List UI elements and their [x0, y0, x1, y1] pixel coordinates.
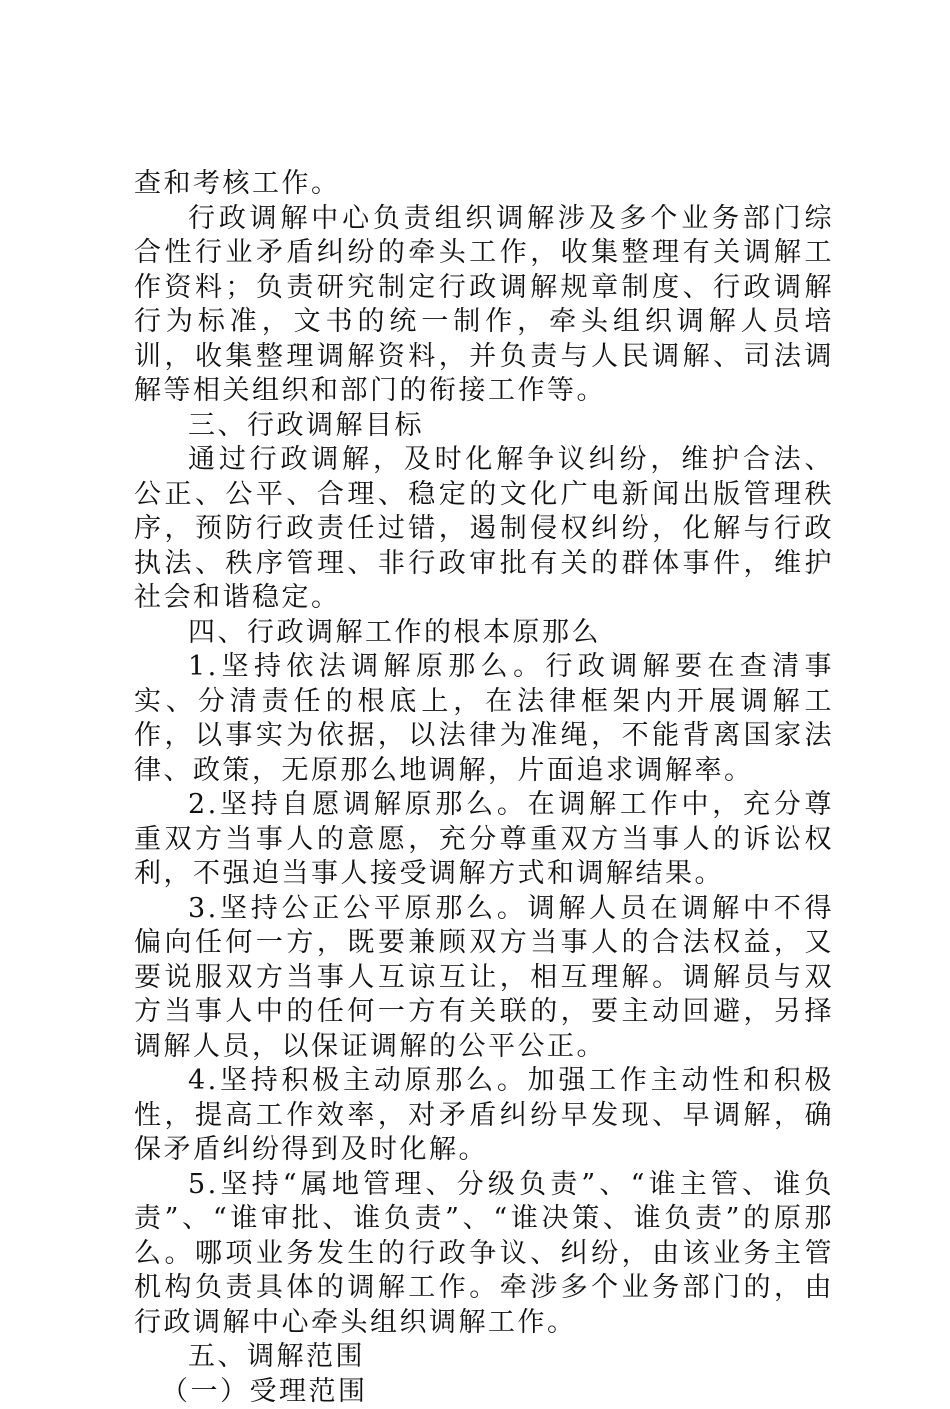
principle-item-4: 4.坚持积极主动原那么。加强工作主动性和积极性，提高工作效率，对矛盾纠纷早发现、早调解，确保矛盾纠纷得到及时化解。 [134, 1064, 834, 1168]
paragraph-continuation: 查和考核工作。 [134, 167, 834, 202]
subsection-heading-1: （一）受理范围 [134, 1375, 834, 1409]
section-heading-4: 四、行政调解工作的根本原那么 [134, 616, 834, 651]
section-heading-3: 三、行政调解目标 [134, 409, 834, 444]
document-body [134, 167, 834, 1409]
principle-item-3: 3.坚持公正公平原那么。调解人员在调解中不得偏向任何一方，既要兼顾双方当事人的合法权益，又要说服双方当事人互谅互让，相互理解。调解员与双方当事人中的任何一方有关联的，要主动回避，另择调解人员，以保证调解的公平公正。 [134, 892, 834, 1065]
principle-item-2: 2.坚持自愿调解原那么。在调解工作中，充分尊重双方当事人的意愿，充分尊重双方当事人的诉讼权利，不强迫当事人接受调解方式和调解结果。 [134, 788, 834, 892]
principle-item-1: 1.坚持依法调解原那么。行政调解要在查清事实、分清责任的根底上，在法律框架内开展调解工作，以事实为依据，以法律为准绳，不能背离国家法律、政策，无原那么地调解，片面追求调解率。 [134, 650, 834, 788]
principle-item-5: 5.坚持“属地管理、分级负责”、“谁主管、谁负责”、“谁审批、谁负责”、“谁决策、谁负责”的原那么。哪项业务发生的行政争议、纠纷，由该业务主管机构负责具体的调解工作。牵涉多个业务部门的，由行政调解中心牵头组织调解工作。 [134, 1168, 834, 1341]
paragraph-goals: 通过行政调解，及时化解争议纠纷，维护合法、公正、公平、合理、稳定的文化广电新闻出版管理秩序，预防行政责任过错，遏制侵权纠纷，化解与行政执法、秩序管理、非行政审批有关的群体事件，维护社会和谐稳定。 [134, 443, 834, 616]
section-heading-5: 五、调解范围 [134, 1340, 834, 1375]
paragraph-center-duties: 行政调解中心负责组织调解涉及多个业务部门综合性行业矛盾纠纷的牵头工作，收集整理有关调解工作资料；负责研究制定行政调解规章制度、行政调解行为标准，文书的统一制作，牵头组织调解人员培训，收集整理调解资料，并负责与人民调解、司法调解等相关组织和部门的衔接工作等。 [134, 202, 834, 409]
